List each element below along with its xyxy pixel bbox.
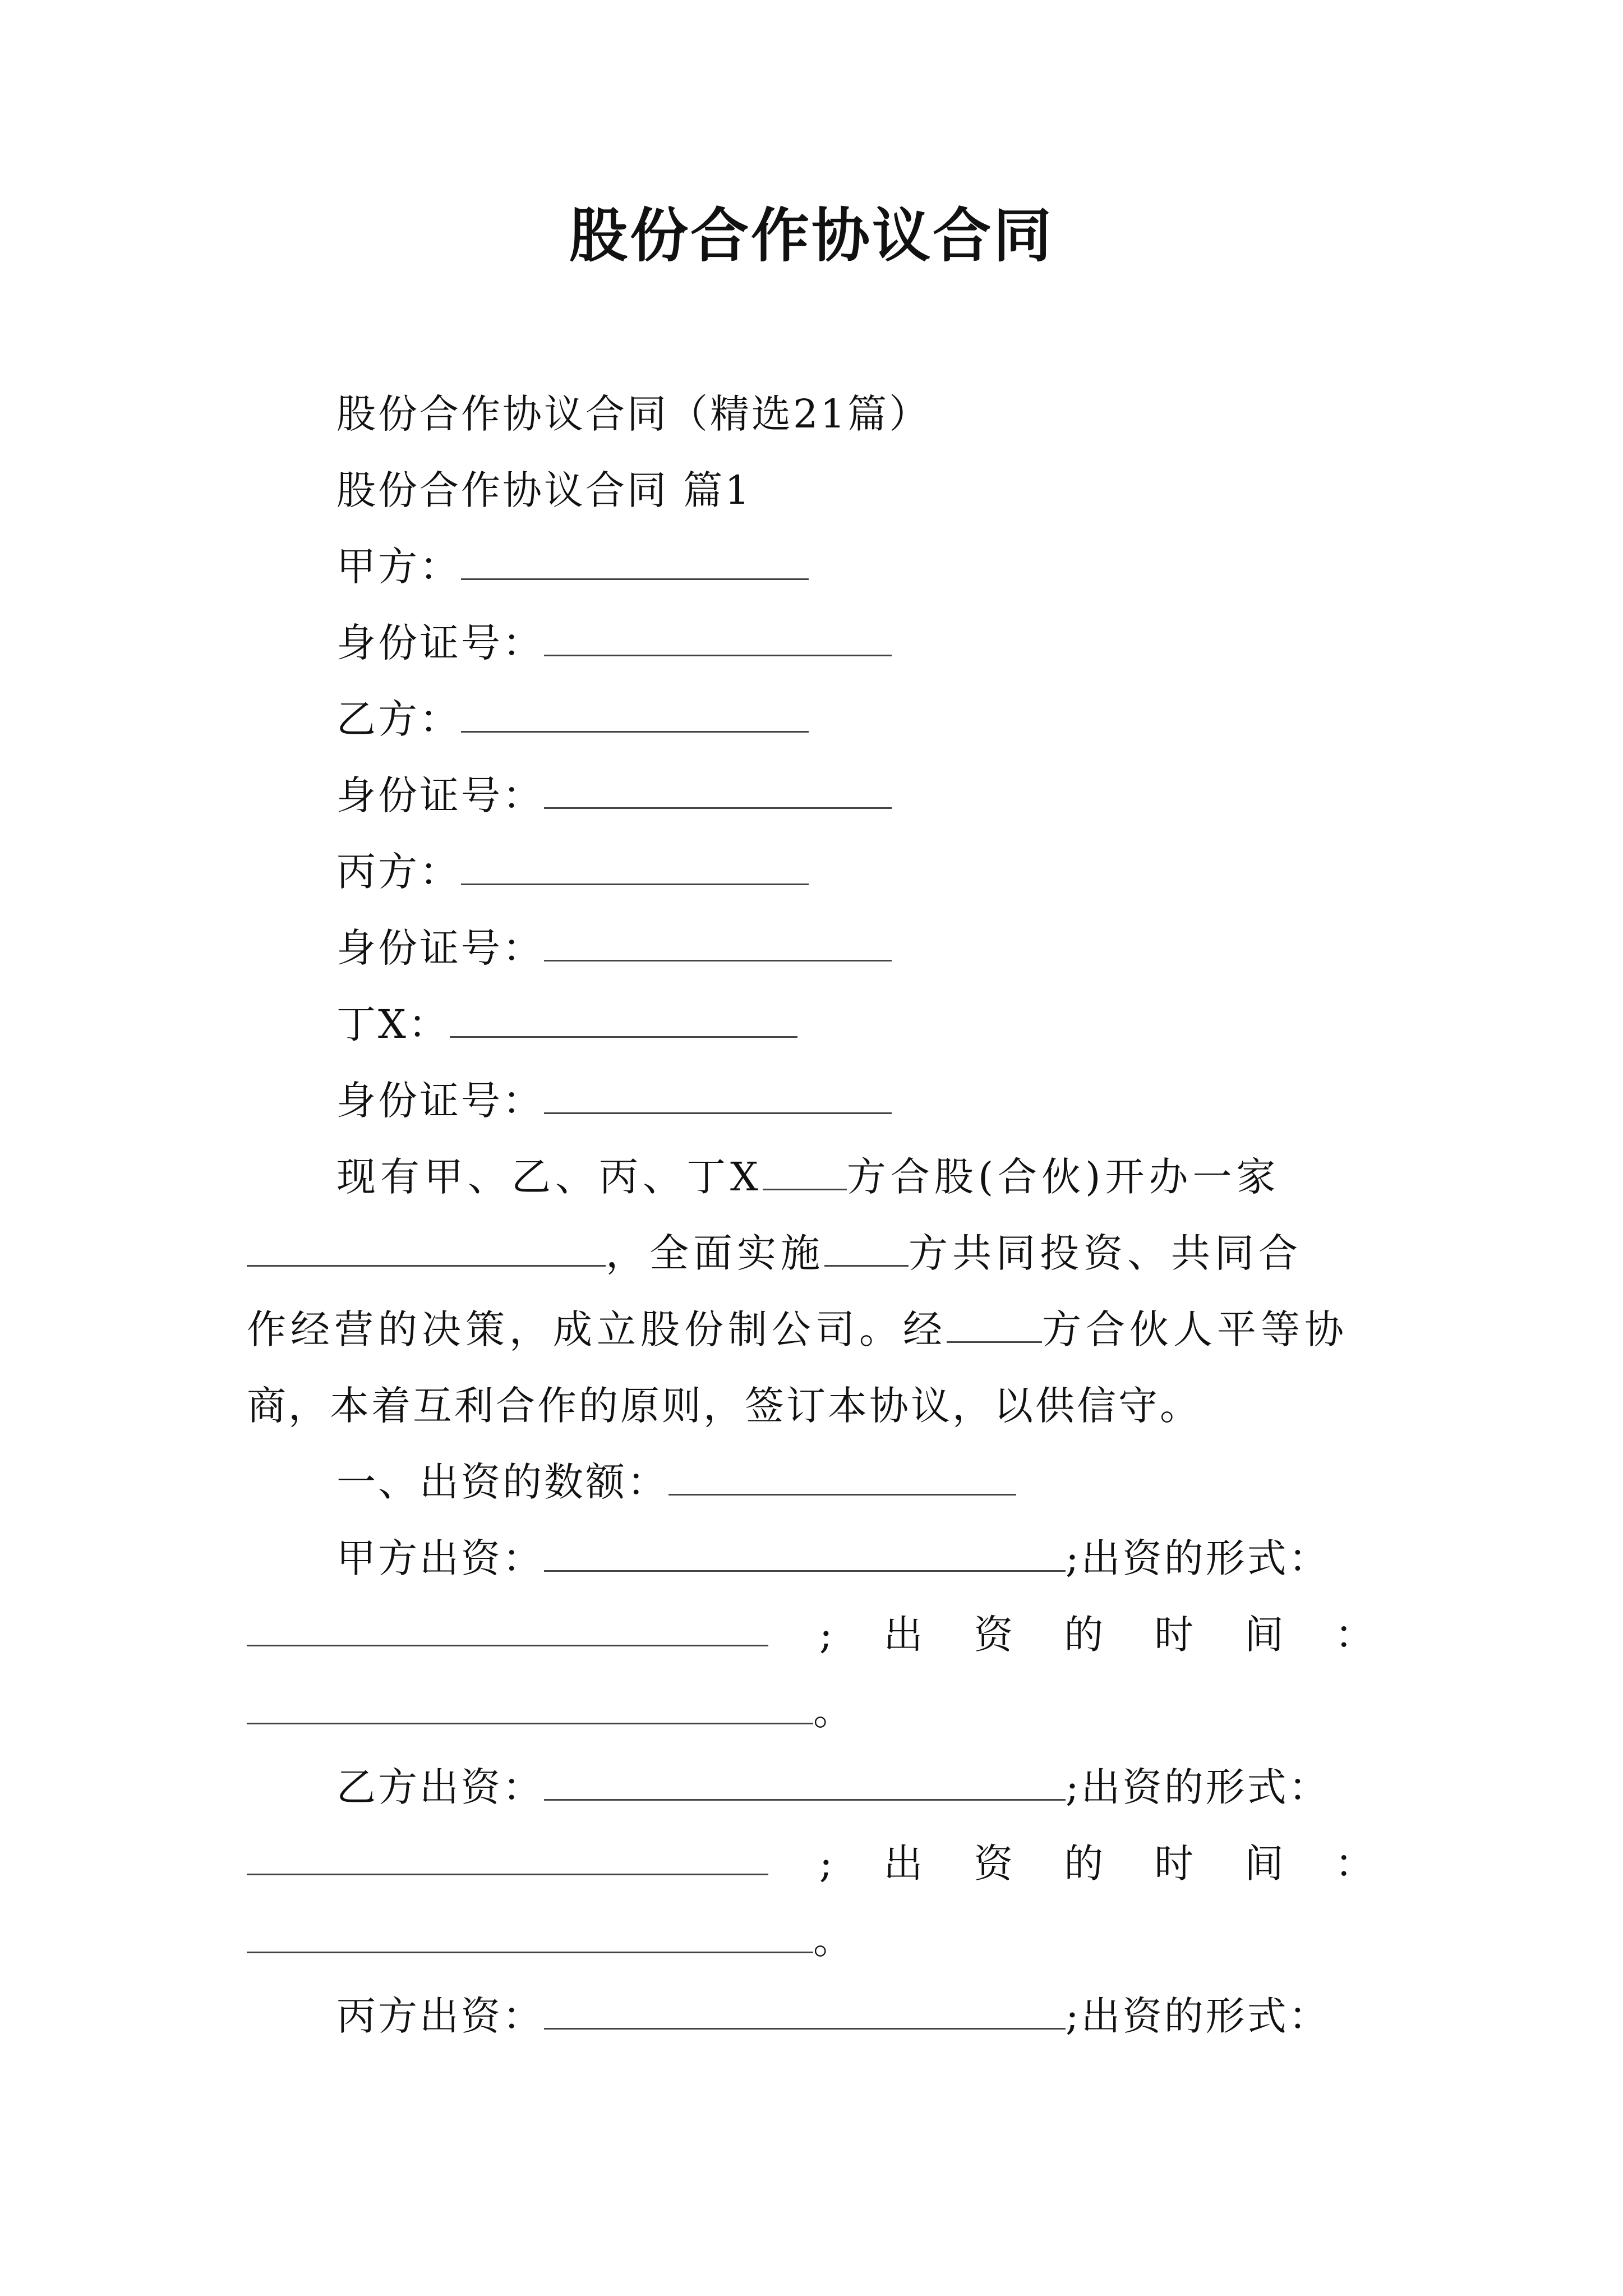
blank-line <box>247 1686 813 1724</box>
contribution-b-line-3: 。 <box>247 1913 855 1967</box>
blank-line <box>461 694 809 733</box>
field-label: 丁X： <box>336 1001 450 1047</box>
blank-line <box>461 846 809 885</box>
intro-line-2: ，全面实施 方共同投资、共同合 <box>247 1226 1302 1280</box>
field-label: 身份证号： <box>336 620 544 666</box>
blank-line <box>544 1991 1066 2030</box>
intro-line-4: 商，本着互利合作的原则，签订本协议，以供信守。 <box>247 1383 1201 1429</box>
field-party-a <box>336 540 809 593</box>
field-label: 身份证号： <box>336 1078 544 1124</box>
blank-line <box>247 1837 768 1875</box>
field-party-c <box>336 845 809 899</box>
blank-line <box>461 541 809 580</box>
field-label: 丙方： <box>336 849 461 895</box>
field-label: 乙方： <box>336 696 461 742</box>
subtitle: 股份合作协议合同（精选21篇） <box>336 391 931 437</box>
intro-line-3: 作经营的决策，成立股份制公司。经 方合伙人平等协 <box>247 1303 1348 1356</box>
blank-line <box>544 1762 1066 1801</box>
contribution-c-line-1: 丙方出资： ;出资的形式： <box>336 1989 1330 2043</box>
field-id-b <box>336 769 892 822</box>
field-label: 身份证号： <box>336 772 544 818</box>
field-label: 甲方： <box>336 544 461 590</box>
blank-line <box>763 1152 847 1190</box>
blank-line <box>544 1075 892 1114</box>
field-id-a <box>336 616 892 670</box>
clause-1-heading: 一、出资的数额： <box>336 1455 1016 1509</box>
contribution-b-line-2: ; 出 资 的 时 间 ： <box>247 1837 1374 1890</box>
blank-line <box>668 1457 1016 1496</box>
blank-line <box>544 1533 1066 1572</box>
blank-line <box>544 770 892 809</box>
field-party-d <box>336 997 797 1051</box>
document-title: 股份合作协议合同 <box>569 201 1054 270</box>
blank-line <box>824 1228 909 1267</box>
contribution-a-line-1: 甲方出资： ;出资的形式： <box>336 1531 1330 1585</box>
field-id-c <box>336 921 892 975</box>
contribution-a-line-3: 。 <box>247 1684 855 1738</box>
section-heading: 股份合作协议合同 篇1 <box>336 467 752 513</box>
blank-line <box>247 1228 606 1267</box>
blank-line <box>247 1915 813 1953</box>
contribution-a-line-2: ; 出 资 的 时 间 ： <box>247 1608 1374 1662</box>
blank-line <box>247 1608 768 1646</box>
contribution-b-line-1: 乙方出资： ;出资的形式： <box>336 1760 1330 1814</box>
blank-line <box>450 999 797 1038</box>
blank-line <box>947 1304 1042 1343</box>
field-label: 身份证号： <box>336 925 544 971</box>
intro-line-1: 现有甲、乙、丙、丁X 方合股(合伙)开办一家 <box>336 1150 1280 1204</box>
field-id-d <box>336 1074 892 1128</box>
blank-line <box>544 923 892 961</box>
field-party-b <box>336 692 809 746</box>
blank-line <box>544 618 892 656</box>
